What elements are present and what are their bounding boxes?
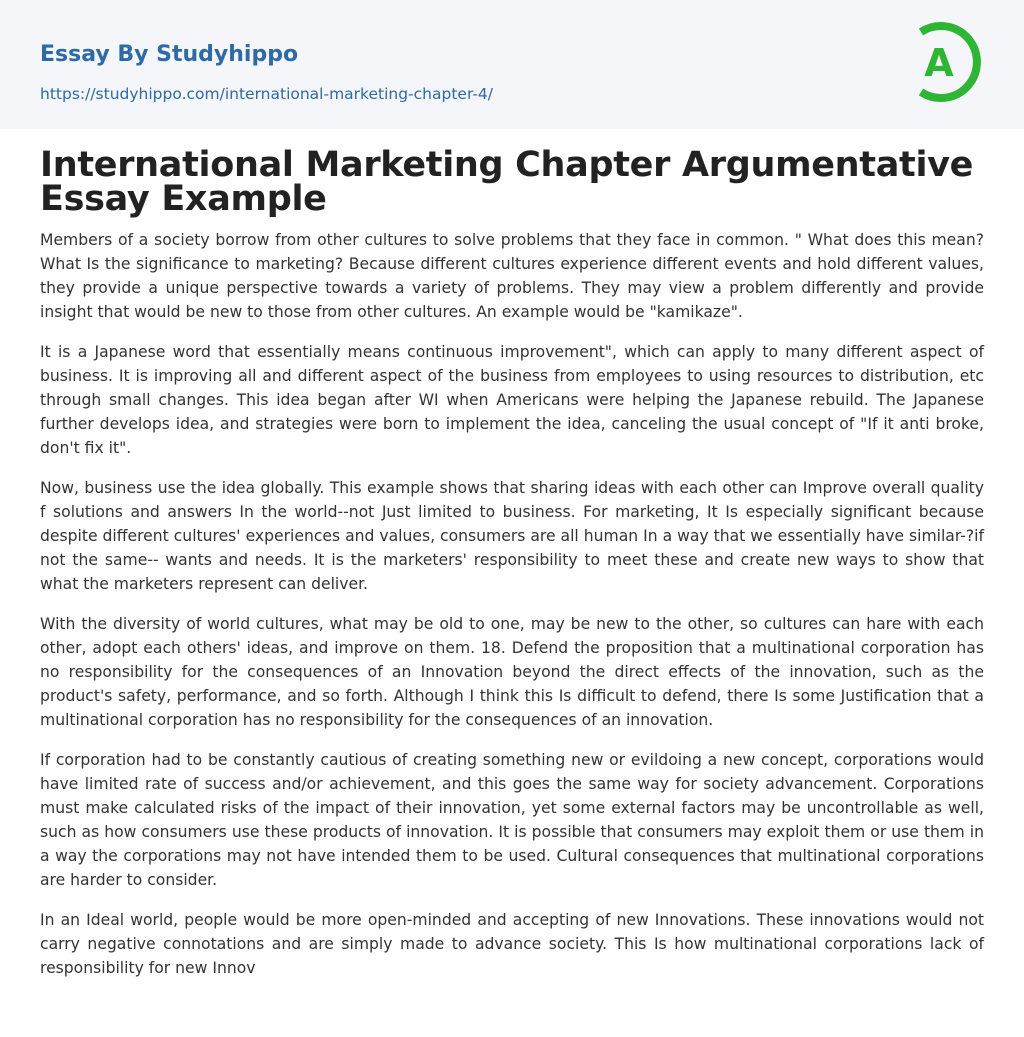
essay-paragraph: It is a Japanese word that essentially means continuous improvement", which can apply to many different aspect of business. It is improving all and different aspect of the business from employees to using resources to distribution, etc through small changes. This idea began after WI when Americans were helping the Japanese rebuild. The Japanese further develops idea, and strategies were born to implement the idea, canceling the usual concept of "If it anti broke, don't fix it".: [40, 343, 984, 457]
essay-content: [40, 145, 984, 996]
studyhippo-logo-icon[interactable]: [908, 18, 988, 106]
essay-paragraph: In an Ideal world, people would be more open-minded and accepting of new Innovations. These innovations would not carry negative connotations and are simply made to advance society. This Is how multinational corporations lack of responsibility for new Innov: [40, 911, 984, 977]
essay-paragraph: If corporation had to be constantly cautious of creating something new or evildoing a new concept, corporations would have limited rate of success and/or achievement, and this goes the same way for society advancement. Corporations must make calculated risks of the impact of their innovation, yet some external factors may be uncontrollable as well, such as how consumers use these products of innovation. It is possible that consumers may exploit them or use them in a way the corporations may not have intended them to be used. Cultural consequences that multinational corporations are harder to consider.: [40, 751, 984, 889]
essay-paragraph: Members of a society borrow from other cultures to solve problems that they face in common. " What does this mean? What Is the significance to marketing? Because different cultures experience different events and hold different values, they provide a unique perspective towards a variety of problems. They may view a problem differently and provide insight that would be new to those from other cultures. An example would be "kamikaze".: [40, 231, 984, 321]
essay-title: International Marketing Chapter Argumentative Essay Example: [40, 145, 974, 219]
essay-paragraph: Now, business use the idea globally. This example shows that sharing ideas with each other can Improve overall quality f solutions and answers In the world--not Just limited to business. For marketing, It Is especially significant because despite different cultures' experiences and values, consumers are all human In a way that we essentially have similar-?if not the same-- wants and needs. It is the marketers' responsibility to meet these and create new ways to show that what the marketers represent can deliver.: [40, 479, 984, 593]
site-brand[interactable]: Essay By Studyhippo: [40, 42, 299, 67]
page-header: [0, 0, 1024, 129]
source-url-link[interactable]: https://studyhippo.com/international-marketing-chapter-4/: [40, 85, 493, 103]
logo-letter: A: [924, 41, 954, 85]
essay-paragraph: With the diversity of world cultures, what may be old to one, may be new to the other, so cultures can hare with each other, adopt each others' ideas, and improve on them. 18. Defend the proposition that a multinational corporation has no responsibility for the consequences of an Innovation beyond the direct effects of the innovation, such as the product's safety, performance, and so forth. Although I think this Is difficult to defend, there Is some Justification that a multinational corporation has no responsibility for the consequences of an innovation.: [40, 615, 984, 729]
